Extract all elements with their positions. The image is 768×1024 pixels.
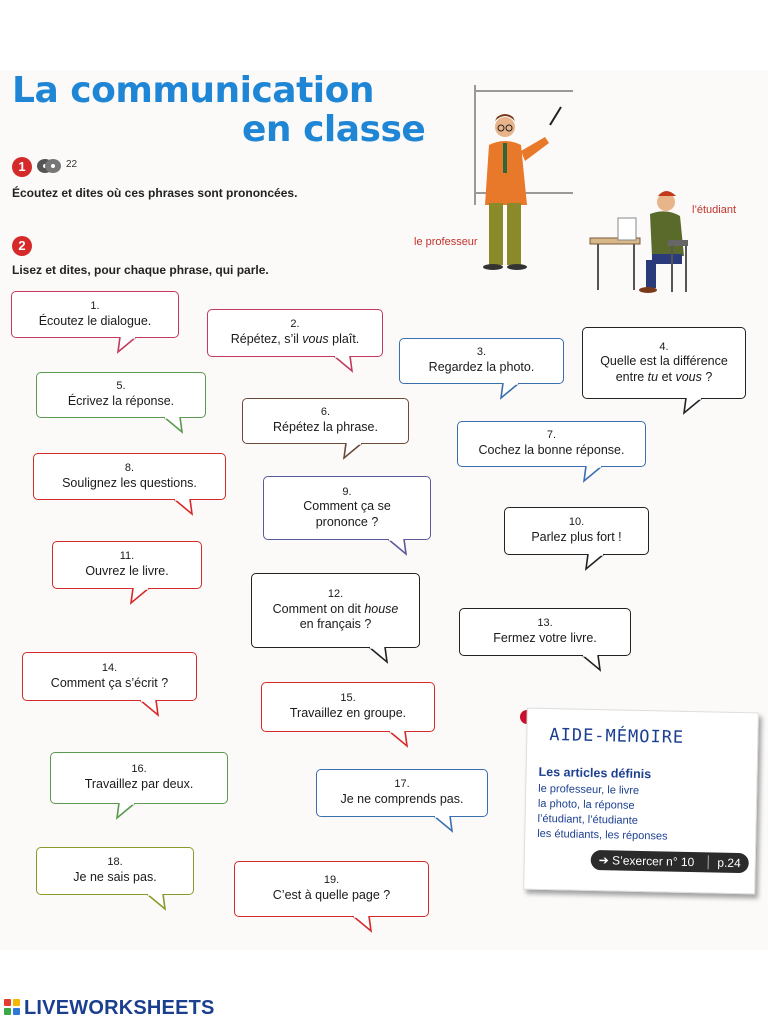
speech-bubble-box [11,291,179,338]
liveworksheets-logo-icon [4,999,21,1016]
title-line-2: en classe [242,109,426,150]
bubble-tail [426,816,456,836]
speech-bubble-box [234,861,429,917]
bubble-number: 6. [320,406,331,419]
bubble-text: Cochez la bonne réponse. [478,443,625,458]
bubble-tail [345,916,375,936]
bubble-number: 15. [340,692,356,705]
bubble-number: 8. [124,461,135,474]
speech-bubble-box [261,682,435,732]
speech-bubble-box [22,652,197,701]
bubble-number: 14. [101,661,118,674]
bubble-number: 12. [327,588,344,600]
bubble-text: Comment ça se [303,499,391,514]
bubble-number: 1. [90,299,100,312]
aide-memoire-box [523,708,759,895]
speech-bubble-box [207,309,383,357]
bubble-text: Écrivez la réponse. [67,394,175,409]
speech-bubble-box [52,541,202,589]
footer-brand[interactable]: LIVEWORKSHEETS [24,997,215,1019]
speech-bubble-box [399,338,564,384]
aide-memoire-line: l’étudiant, l’étudiante [537,812,639,827]
bubble-text: en français ? [299,617,372,632]
bubble-tail [115,803,145,823]
aide-memoire-line: la photo, la réponse [537,797,635,812]
aide-memoire-title: AIDE-MÉMOIRE [549,725,685,748]
bubble-text: Travaillez en groupe. [289,706,407,721]
speech-bubble-box [459,608,631,656]
bubble-number: 13. [537,617,553,630]
bubble-tail [129,588,159,608]
bubble-number: 9. [342,485,352,498]
bubble-text: Travaillez par deux. [84,777,194,792]
exercise-1-instruction: Écoutez et dites où ces phrases sont prononcées. [12,186,298,200]
bubble-tail [499,383,529,403]
page-ref: p.24 [717,855,741,871]
bubble-text: Répétez la phrase. [273,420,378,435]
bubble-text: Comment on dit house [272,601,399,616]
bubble-text: C’est à quelle page ? [272,888,391,903]
bubble-text: Ouvrez le livre. [85,564,169,579]
bubble-number: 18. [107,856,123,869]
bubble-tail [381,731,411,751]
exercise-2-instruction: Lisez et dites, pour chaque phrase, qui parle. [12,263,269,277]
speech-bubble-box [242,398,409,444]
bubble-tail [116,337,146,357]
bubble-tail [584,554,614,574]
bubble-tail [574,655,604,675]
bubble-text: entre tu et vous ? [615,369,713,384]
bubble-tail [326,356,356,376]
bubble-tail [139,894,169,914]
cd-track [36,157,78,175]
bubble-number: 5. [116,380,126,393]
aide-memoire-line: les étudiants, les réponses [537,827,668,843]
bubble-number: 16. [131,763,147,776]
bubble-tail [380,539,410,559]
bubble-tail [132,700,162,720]
bubble-text: Regardez la photo. [428,360,535,375]
bubble-tail [342,443,372,463]
bubble-number: 19. [323,874,340,887]
cd-icon [36,157,62,175]
bubble-text: Quelle est la différence [600,354,728,369]
cd-track-number: 22 [66,159,78,170]
speech-bubble-box [251,573,420,648]
speech-bubble-box [504,507,649,555]
bubble-tail [682,398,712,418]
exercise-link-label: S’exercer n° 10 [611,853,695,870]
speech-bubble-box [50,752,228,804]
bubble-number: 2. [290,318,300,331]
bubble-tail [166,499,196,519]
aide-memoire-line: le professeur, le livre [538,782,640,797]
bubble-text: Fermez votre livre. [493,631,597,646]
role-student: l’étudiant [692,204,737,216]
teacher-illustration [465,85,575,275]
bubble-text: Écoutez le dialogue. [38,313,152,328]
role-teacher: le professeur [414,236,478,248]
bubble-number: 3. [476,346,487,359]
speech-bubble-box [36,372,206,418]
exercise-link[interactable] [591,850,749,873]
bubble-tail [156,417,186,437]
bubble-text: Répétez, s’il vous plaît. [230,332,360,347]
title-line-1: La communication [12,70,375,111]
speech-bubble-box [582,327,746,399]
bubble-number: 4. [659,340,669,353]
bubble-text: Je ne comprends pas. [340,792,464,807]
bubble-text: Soulignez les questions. [62,475,197,490]
bubble-text: Comment ça s’écrit ? [50,675,169,690]
divider [708,855,709,869]
speech-bubble-box [263,476,431,540]
bubble-tail [582,466,612,486]
aide-memoire-subtitle: Les articles définis [538,764,652,782]
exercise-2-badge: 2 [12,236,32,256]
bubble-tail [361,647,391,667]
student-illustration [588,180,698,300]
bubble-text: prononce ? [315,514,379,529]
exercise-1-badge: 1 [12,157,32,177]
bubble-text: Je ne sais pas. [73,870,157,885]
speech-bubble-box [33,453,226,500]
bubble-number: 11. [119,550,135,563]
speech-bubble-box [36,847,194,895]
speech-bubble-box [316,769,488,817]
arrow-right-icon: ➔ [598,853,613,868]
bubble-number: 10. [568,516,585,529]
bubble-text: Parlez plus fort ! [531,530,622,545]
bubble-number: 17. [394,778,410,791]
speech-bubble-box [457,421,646,467]
bubble-number: 7. [546,429,557,442]
